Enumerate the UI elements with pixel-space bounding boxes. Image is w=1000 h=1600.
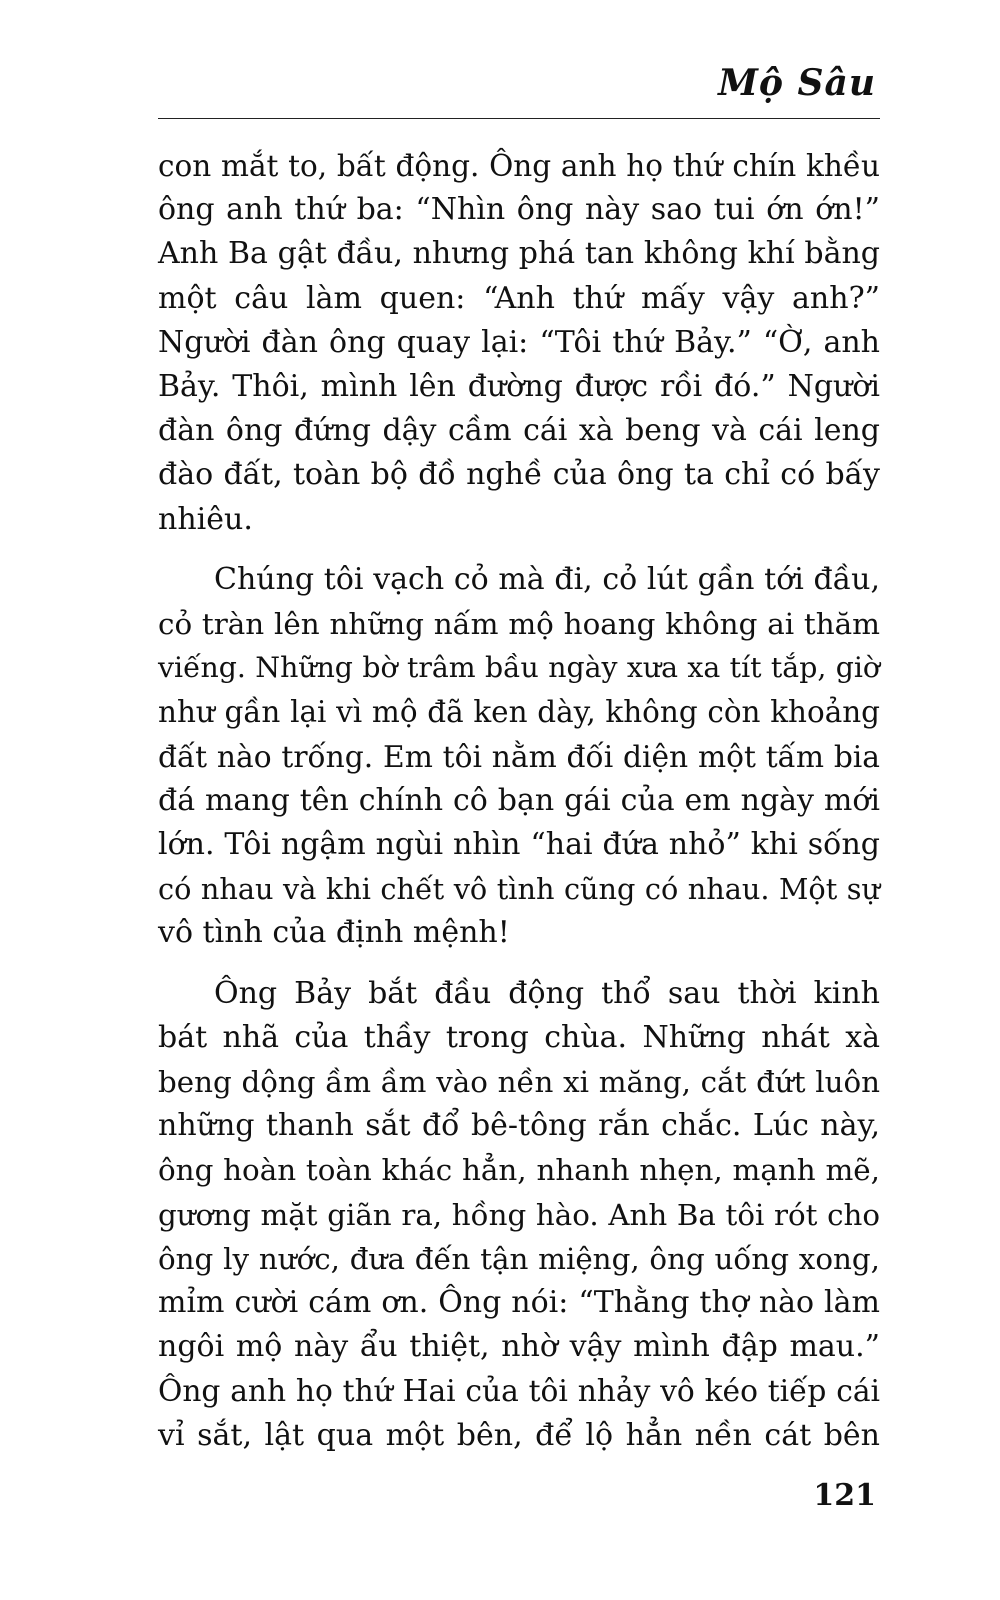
text-line: ông hoàn toàn khác hẳn, nhanh nhẹn, mạnh mẽ, bbox=[158, 1153, 880, 1188]
text-line: một câu làm quen: “Anh thứ mấy vậy anh?” bbox=[158, 280, 880, 316]
text-line: ông ly nước, đưa đến tận miệng, ông uống xong, bbox=[158, 1241, 880, 1276]
text-line: có nhau và khi chết vô tình cũng có nhau. Một sự bbox=[158, 872, 880, 907]
text-line: Chúng tôi vạch cỏ mà đi, cỏ lút gần tới đầu, bbox=[214, 561, 880, 597]
text-line: những thanh sắt đổ bê-tông rắn chắc. Lúc này, bbox=[158, 1108, 880, 1144]
text-line: ngôi mộ này ẩu thiệt, nhờ vậy mình đập mau.” bbox=[158, 1329, 880, 1365]
paragraph-2 bbox=[158, 558, 880, 956]
text-line: Anh Ba gật đầu, nhưng phá tan không khí bằng bbox=[158, 236, 880, 272]
text-line: đào đất, toàn bộ đồ nghề của ông ta chỉ có bấy bbox=[158, 457, 880, 493]
text-line: lớn. Tôi ngậm ngùi nhìn “hai đứa nhỏ” khi sống bbox=[158, 827, 880, 863]
text-line: beng dộng ầm ầm vào nền xi măng, cắt đứt luôn bbox=[158, 1065, 880, 1100]
text-line: ông anh thứ ba: “Nhìn ông này sao tui ớn ớn!” bbox=[158, 192, 880, 228]
text-line: vỉ sắt, lật qua một bên, để lộ hẳn nền cát bên bbox=[158, 1417, 880, 1453]
body-text bbox=[158, 144, 880, 1458]
text-line: như gần lại vì mộ đã ken dày, không còn khoảng bbox=[158, 695, 880, 730]
text-line: Bảy. Thôi, mình lên đường được rồi đó.” Người bbox=[158, 369, 880, 405]
text-line: cỏ tràn lên những nấm mộ hoang không ai thăm bbox=[158, 607, 880, 642]
text-line: viếng. Những bờ trâm bầu ngày xưa xa tít tắp, giờ bbox=[158, 651, 880, 685]
running-head-title: Mộ Sâu bbox=[718, 62, 876, 104]
text-line: con mắt to, bất động. Ông anh họ thứ chín khều bbox=[158, 149, 880, 183]
text-line: Người đàn ông quay lại: “Tôi thứ Bảy.” “Ờ, anh bbox=[158, 324, 880, 360]
header-rule bbox=[158, 118, 880, 119]
text-line: bát nhã của thầy trong chùa. Những nhát xà bbox=[158, 1019, 880, 1055]
text-line: Ông anh họ thứ Hai của tôi nhảy vô kéo tiếp cái bbox=[158, 1373, 880, 1409]
text-line: mỉm cười cám ơn. Ông nói: “Thằng thợ nào làm bbox=[158, 1285, 880, 1321]
text-line: nhiêu. bbox=[158, 501, 253, 537]
text-line: đất nào trống. Em tôi nằm đối diện một tấm bia bbox=[158, 738, 880, 774]
paragraph-1 bbox=[158, 144, 880, 542]
paragraph-3 bbox=[158, 972, 880, 1458]
text-line: gương mặt giãn ra, hồng hào. Anh Ba tôi rót cho bbox=[158, 1197, 880, 1232]
text-line: Ông Bảy bắt đầu động thổ sau thời kinh bbox=[214, 975, 880, 1011]
page-number: 121 bbox=[813, 1478, 876, 1513]
text-line: vô tình của định mệnh! bbox=[158, 915, 510, 951]
text-line: đàn ông đứng dậy cầm cái xà beng và cái leng bbox=[158, 413, 880, 449]
text-line: đá mang tên chính cô bạn gái của em ngày mới bbox=[158, 782, 880, 818]
